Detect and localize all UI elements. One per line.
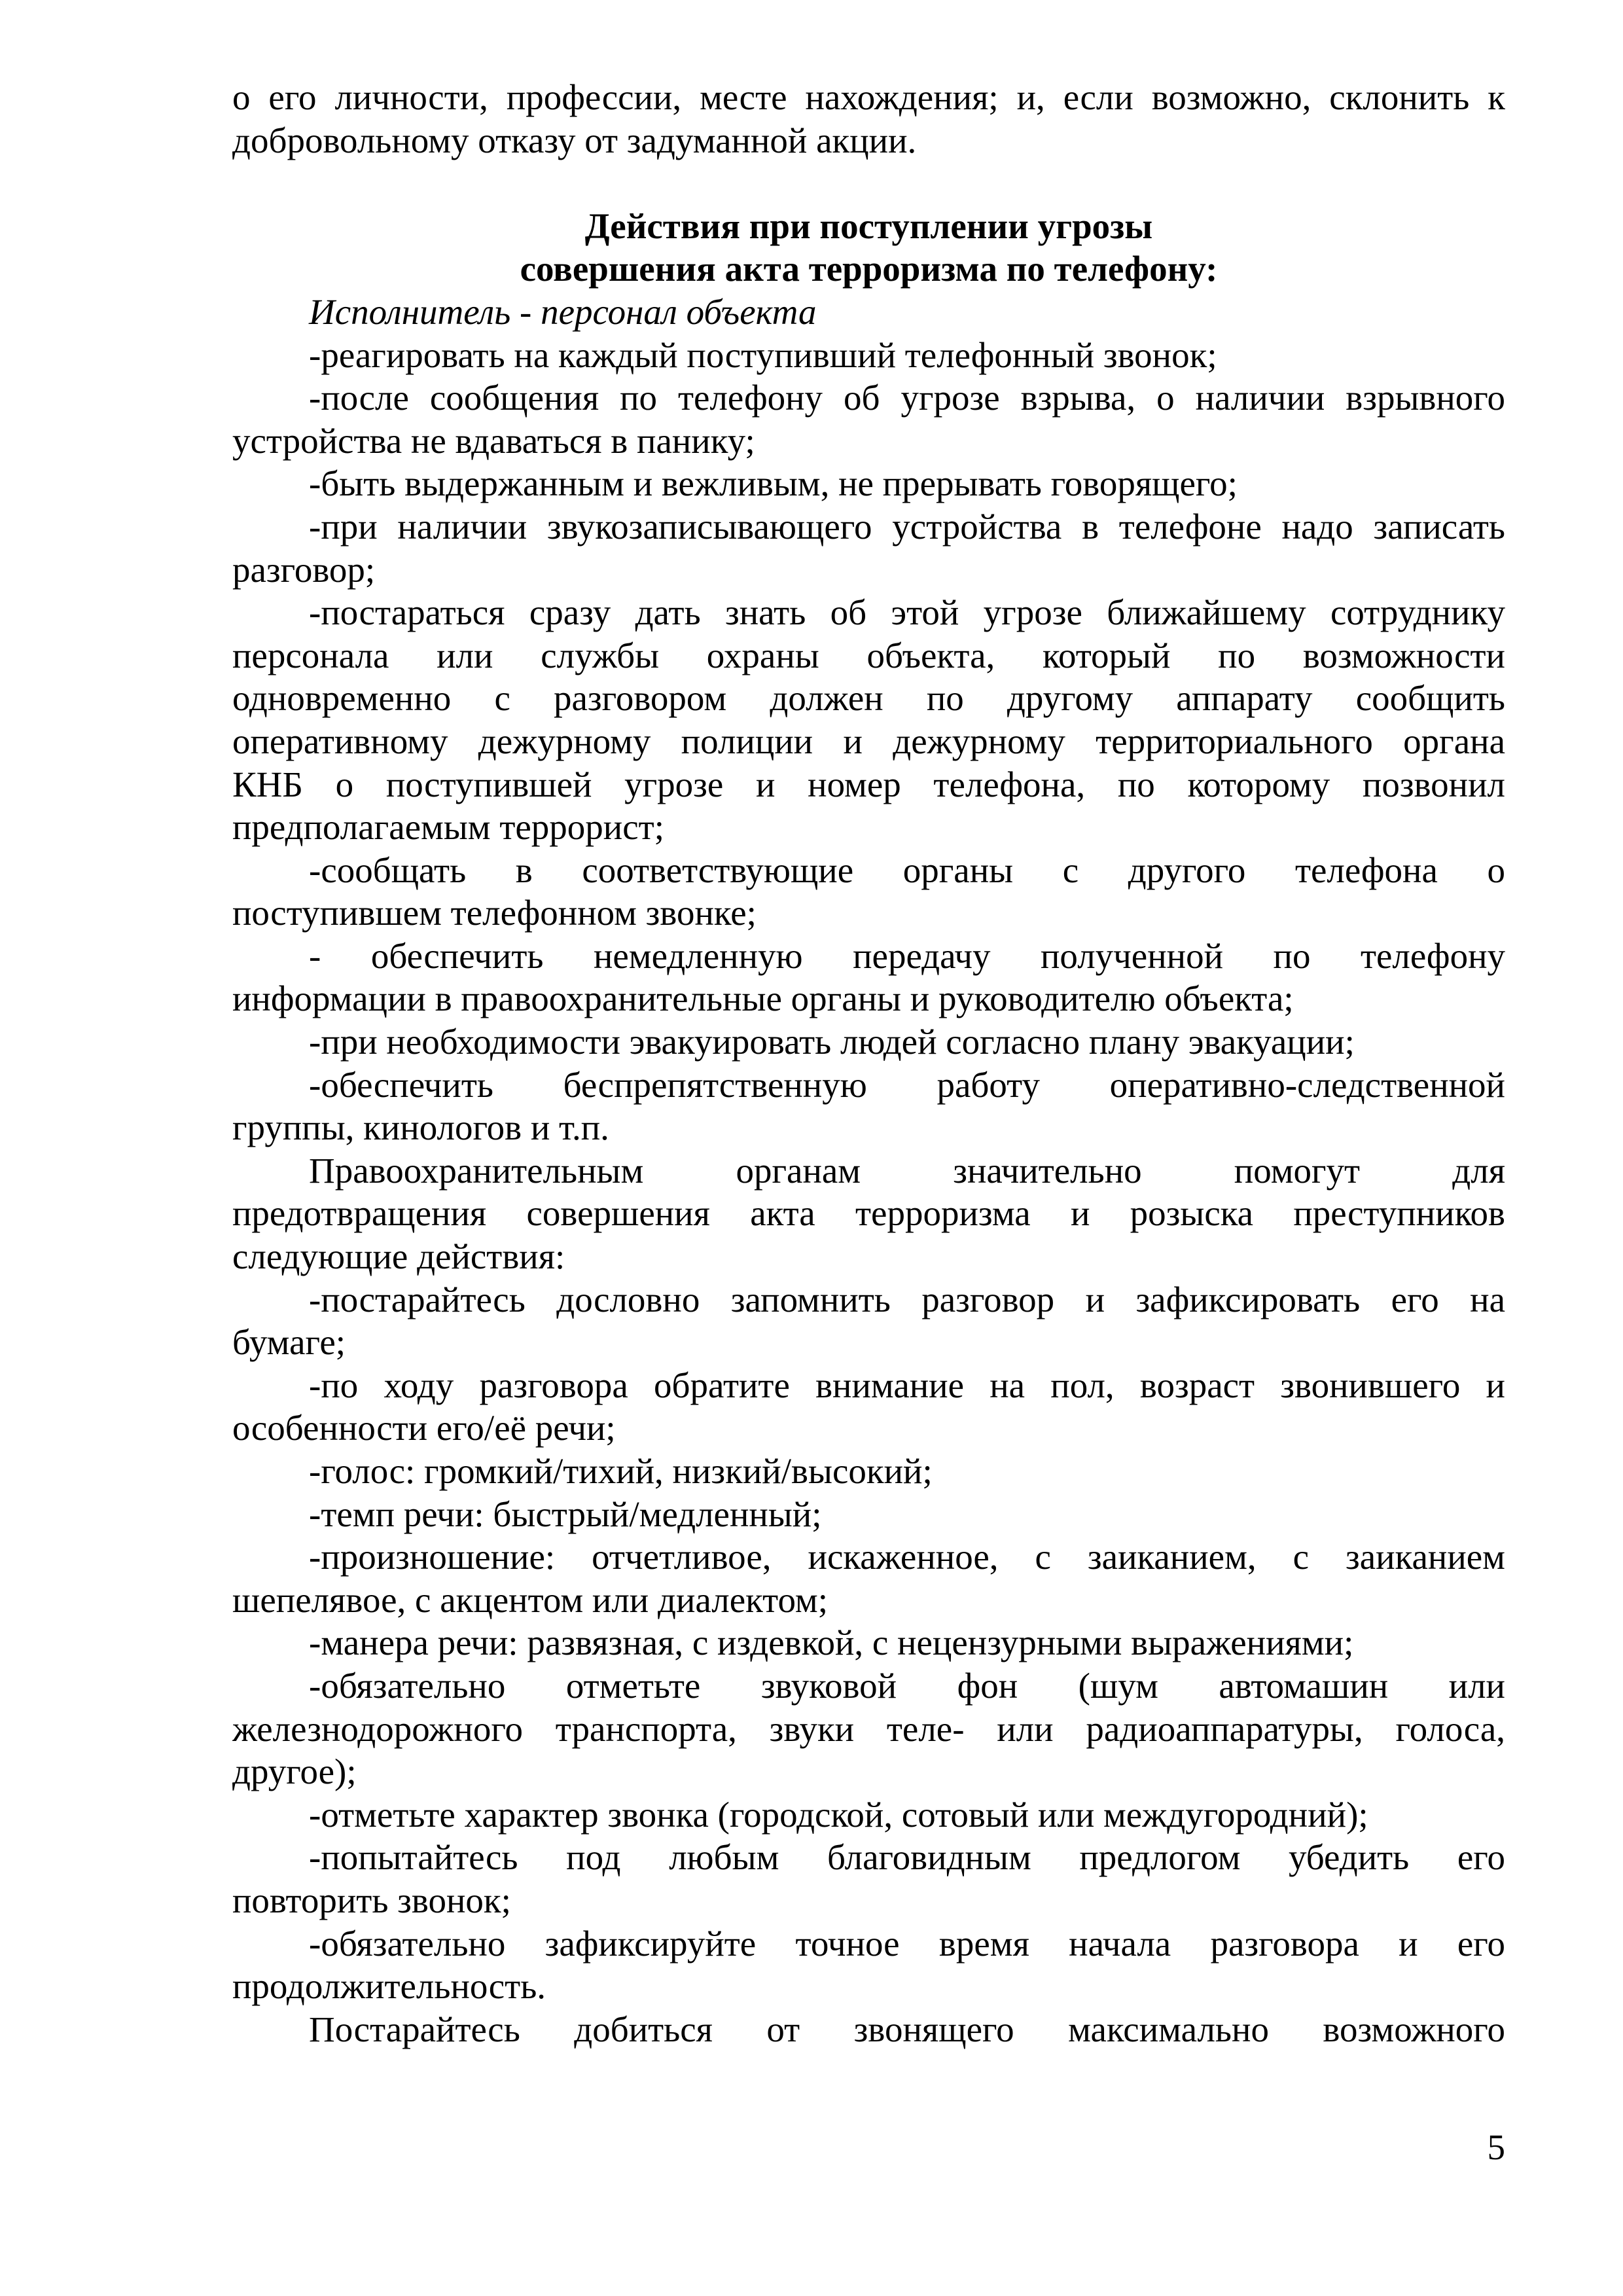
text-line: добровольному отказу от задуманной акции. <box>232 120 917 160</box>
text-line: -реагировать на каждый поступивший телефонный звонок; <box>309 334 1217 375</box>
text-line: о его личности, профессии, месте нахождения; и, если возможно, склонить к <box>232 77 1505 117</box>
text-line: -при необходимости эвакуировать людей согласно плану эвакуации; <box>309 1022 1355 1062</box>
text-line: -после сообщения по телефону об угрозе взрыва, о наличии взрывного <box>309 378 1505 418</box>
page-footer <box>232 2126 1505 2169</box>
text-line: оперативному дежурному полиции и дежурному территориального органа <box>232 721 1505 761</box>
text-line: -обязательно отметьте звуковой фон (шум автомашин или <box>309 1665 1505 1706</box>
text-line: другое); <box>232 1751 357 1792</box>
text-line: -манера речи: развязная, с издевкой, с нецензурными выражениями; <box>309 1623 1354 1663</box>
text-line: -сообщать в соответствующие органы с другого телефона о <box>309 850 1505 890</box>
document-heading-line: Действия при поступлении угрозы <box>584 206 1153 246</box>
text-line: Исполнитель - персонал объекта <box>309 291 817 332</box>
blank-line <box>232 162 1505 205</box>
text-line: поступившем телефонном звонке; <box>232 893 757 933</box>
text-line: Постарайтесь добиться от звонящего максимально возможного <box>309 2009 1505 2049</box>
document-body <box>232 76 1505 2051</box>
text-line: -отметьте характер звонка (городской, сотовый или междугородний); <box>309 1794 1368 1835</box>
text-line: предполагаемым террорист; <box>232 807 664 848</box>
text-line: -по ходу разговора обратите внимание на пол, возраст звонившего и <box>309 1365 1505 1405</box>
text-line: -постарайтесь дословно запомнить разговор и зафиксировать его на <box>309 1279 1505 1319</box>
text-line: одновременно с разговором должен по другому аппарату сообщить <box>232 678 1505 719</box>
text-line: -постараться сразу дать знать об этой угрозе ближайшему сотруднику <box>309 592 1505 633</box>
text-line: разговор; <box>232 549 376 590</box>
text-line: продолжительность. <box>232 1966 546 2007</box>
text-line: бумаге; <box>232 1322 346 1363</box>
text-line: -произношение: отчетливое, искаженное, с заиканием, с заиканием <box>309 1537 1505 1577</box>
text-line: информации в правоохранительные органы и руководителю объекта; <box>232 978 1294 1019</box>
text-line: -при наличии звукозаписывающего устройства в телефоне надо записать <box>309 506 1505 547</box>
text-line: шепелявое, с акцентом или диалектом; <box>232 1579 828 1620</box>
text-line: -темп речи: быстрый/медленный; <box>309 1494 822 1534</box>
text-line: -обязательно зафиксируйте точное время начала разговора и его <box>309 1923 1505 1964</box>
text-line: персонала или службы охраны объекта, который по возможности <box>232 635 1505 675</box>
text-line: -попытайтесь под любым благовидным предлогом убедить его <box>309 1837 1505 1878</box>
text-line: -быть выдержанным и вежливым, не прерывать говорящего; <box>309 463 1238 504</box>
document-heading-line: совершения акта терроризма по телефону: <box>520 249 1218 289</box>
text-line: - обеспечить немедленную передачу полученной по телефону <box>309 935 1505 976</box>
text-line: -обеспечить беспрепятственную работу оперативно-следственной <box>309 1064 1505 1105</box>
text-line: следующие действия: <box>232 1236 565 1277</box>
text-line: КНБ о поступившей угрозе и номер телефона, по которому позвонил <box>232 764 1505 804</box>
text-line: устройства не вдаваться в панику; <box>232 420 755 461</box>
text-line: железнодорожного транспорта, звуки теле- или радиоаппаратуры, голоса, <box>232 1708 1505 1749</box>
text-line: группы, кинологов и т.п. <box>232 1107 609 1148</box>
text-line: -голос: громкий/тихий, низкий/высокий; <box>309 1451 933 1491</box>
text-line: повторить звонок; <box>232 1880 511 1920</box>
text-line: предотвращения совершения акта терроризма и розыска преступников <box>232 1193 1505 1234</box>
text-line: Правоохранительным органам значительно помогут для <box>309 1150 1505 1191</box>
page-number: 5 <box>1487 2127 1505 2167</box>
text-line: особенности его/её речи; <box>232 1408 616 1448</box>
